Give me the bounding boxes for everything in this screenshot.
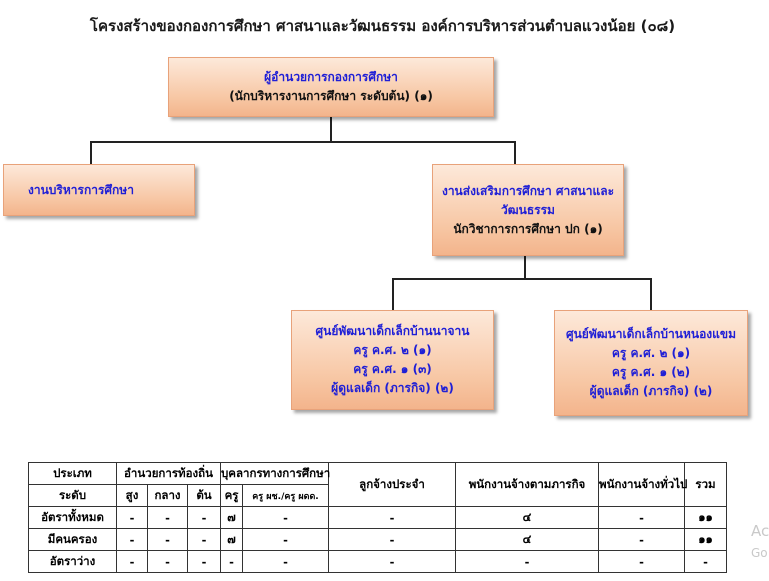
cell-low: - xyxy=(188,507,221,529)
cell-assistant: - xyxy=(243,529,329,551)
director-title: ผู้อำนวยการกองการศึกษา xyxy=(264,70,398,84)
cell-mid: - xyxy=(148,551,188,573)
cell-permanent: - xyxy=(329,551,456,573)
header-general-employee: พนักงานจ้างทั่วไป xyxy=(599,463,685,507)
center1-caregiver: ผู้ดูแลเด็ก (ภารกิจ) (๒) xyxy=(331,381,454,395)
cell-total: ๑๑ xyxy=(685,529,727,551)
center1-teacher-ks2: ครู ค.ศ. ๒ (๑) xyxy=(353,343,432,357)
cell-mission: - xyxy=(456,551,599,573)
table-row xyxy=(29,507,727,529)
header-high: สูง xyxy=(117,485,148,507)
cell-low: - xyxy=(188,551,221,573)
center1-name: ศูนย์พัฒนาเด็กเล็กบ้านนาจาน xyxy=(315,324,470,338)
center2-teacher-ks1: ครู ค.ศ. ๑ (๒) xyxy=(611,365,691,379)
box-education-admin xyxy=(3,164,195,216)
connector-level1-horizontal xyxy=(90,141,516,143)
center1-teacher-ks1: ครู ค.ศ. ๑ (๓) xyxy=(353,362,432,376)
cell-teacher: - xyxy=(221,551,243,573)
cell-mid: - xyxy=(148,507,188,529)
cell-teacher: ๗ xyxy=(221,529,243,551)
cell-high: - xyxy=(117,529,148,551)
row-label: อัตราทั้งหมด xyxy=(29,507,117,529)
connector-top-down xyxy=(330,117,332,142)
cell-permanent: - xyxy=(329,529,456,551)
cell-general: - xyxy=(599,529,685,551)
header-mid: กลาง xyxy=(148,485,188,507)
cell-mid: - xyxy=(148,529,188,551)
page-title: โครงสร้างของกองการศึกษา ศาสนาและวัฒนธรรม องค์การบริหารส่วนตำบลแวงน้อย (๐๘) xyxy=(89,17,676,35)
cell-general: - xyxy=(599,551,685,573)
center2-name: ศูนย์พัฒนาเด็กเล็กบ้านหนองแขม xyxy=(565,327,736,341)
center2-caregiver: ผู้ดูแลเด็ก (ภารกิจ) (๒) xyxy=(589,384,713,398)
row-label: มีคนครอง xyxy=(29,529,117,551)
header-type: ประเภท xyxy=(29,463,117,485)
box-childcare-center-najan xyxy=(291,310,494,410)
connector-left-down xyxy=(90,141,92,165)
connector-right-to-centers xyxy=(524,256,526,279)
cell-high: - xyxy=(117,507,148,529)
header-local-director: อำนวยการท้องถิ่น xyxy=(117,463,221,485)
table-header-row-1 xyxy=(29,463,727,485)
header-teacher: ครู xyxy=(221,485,243,507)
promotion-title-line2: วัฒนธรรม xyxy=(501,202,555,217)
cell-total: - xyxy=(685,551,727,573)
cell-teacher: ๗ xyxy=(221,507,243,529)
watermark-text-1: Ac xyxy=(751,522,769,540)
watermark-text-2: Go xyxy=(751,546,768,560)
promotion-position: นักวิชาการการศึกษา ปก (๑) xyxy=(453,221,603,236)
header-education-staff: บุคลากรทางการศึกษา xyxy=(221,463,329,485)
center2-teacher-ks2: ครู ค.ศ. ๒ (๑) xyxy=(611,346,691,360)
cell-assistant: - xyxy=(243,551,329,573)
table-row xyxy=(29,529,727,551)
box-childcare-center-nongkhaem xyxy=(554,310,748,416)
header-level: ระดับ xyxy=(29,485,117,507)
cell-total: ๑๑ xyxy=(685,507,727,529)
director-position: (นักบริหารงานการศึกษา ระดับต้น) (๑) xyxy=(229,89,433,103)
connector-level2-horizontal xyxy=(392,278,652,280)
header-total: รวม xyxy=(685,463,727,507)
cell-assistant: - xyxy=(243,507,329,529)
cell-mission: ๔ xyxy=(456,529,599,551)
cell-general: - xyxy=(599,507,685,529)
row-label: อัตราว่าง xyxy=(29,551,117,573)
header-mission-employee: พนักงานจ้างตามภารกิจ xyxy=(456,463,599,507)
education-admin-label: งานบริหารการศึกษา xyxy=(28,182,134,197)
staffing-table xyxy=(28,462,727,573)
cell-high: - xyxy=(117,551,148,573)
table-row xyxy=(29,551,727,573)
promotion-title-line1: งานส่งเสริมการศึกษา ศาสนาและ xyxy=(441,183,615,198)
box-education-promotion xyxy=(432,164,624,256)
cell-low: - xyxy=(188,529,221,551)
connector-center1-down xyxy=(392,278,394,311)
cell-permanent: - xyxy=(329,507,456,529)
header-permanent-employee: ลูกจ้างประจำ xyxy=(329,463,456,507)
cell-mission: ๔ xyxy=(456,507,599,529)
header-assistant-teacher: ครู ผช./ครู ผดด. xyxy=(243,485,329,507)
header-low: ต้น xyxy=(188,485,221,507)
connector-center2-down xyxy=(650,278,652,311)
box-education-director xyxy=(168,57,494,117)
connector-right-down xyxy=(514,141,516,165)
